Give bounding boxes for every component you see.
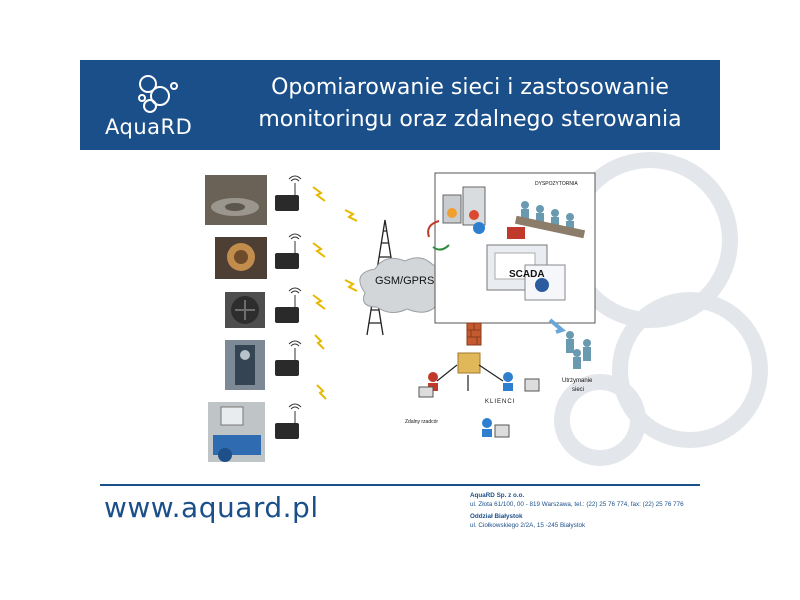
company-address: ul. Złota 61/100, 00 - 819 Warszawa, tel.: (22) 25 76 774, fax: (22) 25 76 776 [470,501,684,508]
maintenance-label-1: Utrzymanie [562,378,593,384]
maintenance-workers [566,331,591,369]
logo-text: AquaRD [105,115,193,139]
network-diagram [195,165,625,475]
clients-label: KLIENCI [485,399,516,405]
dispatch-label: DYSPOZYTORNIA [535,181,578,187]
branch-name-text: Oddział Białystok [470,513,523,520]
header-banner [80,60,720,150]
maintenance-label-2: sieci [572,387,585,393]
field-photo-meter [225,340,265,390]
telemetry-modules [275,195,299,439]
company-name [470,492,524,499]
branch-name [470,513,523,520]
network-label: GSM/GPRS [375,275,435,287]
page-title [230,72,710,136]
scada-label: SCADA [509,269,545,280]
dispatch-room-box [435,173,595,323]
website-link[interactable]: www.aquard.pl [104,491,319,524]
field-photo-hatch [225,292,265,328]
firewall-icon [467,323,481,345]
radio-signal-icons [313,187,357,399]
company-name-text: AquaRD Sp. z o.o. [470,492,525,499]
admin-label: Zdalny rzadcór [405,419,439,425]
field-photo-manhole [205,175,267,225]
title-line-1: Opomiarowanie sieci i zastosowanie [271,75,669,100]
aquard-logo [102,72,212,142]
branch-address: ul. Ciołkowskiego 2/2A, 15 -245 Białystok [470,522,586,529]
footer-divider [100,484,700,486]
antenna-icons [289,176,301,423]
field-photo-pump [208,402,265,462]
title-line-2: monitoringu oraz zdalnego sterowania [258,107,682,132]
field-photo-pipe [215,237,267,279]
